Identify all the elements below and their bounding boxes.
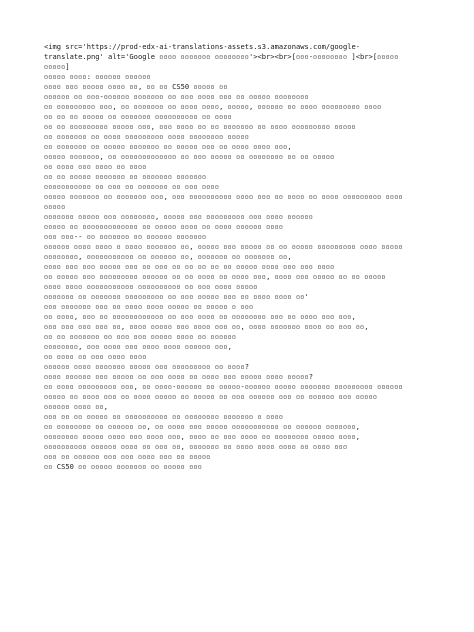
text-line: ▫▫ ▫▫ ▫▫▫▫▫▫▫ ▫▫ ▫▫▫ ▫▫▫ ▫▫▫▫▫ ▫▫▫▫ ▫▫ ▫▫▫▫▫▫ (44, 332, 237, 341)
text-line: ▫▫▫ ▫▫ ▫▫▫▫▫▫ ▫▫▫ ▫▫▫ ▫▫▫▫ ▫▫▫ ▫▫ ▫▫▫▫▫ (44, 452, 211, 461)
text-line: ▫▫ ▫▫ ▫▫▫▫▫ ▫▫▫▫▫▫▫ ▫▫ ▫▫▫▫▫▫▫ ▫▫▫▫▫▫▫ (44, 172, 207, 181)
text-line: ▫▫ ▫▫▫▫ ▫▫▫▫▫▫▫▫▫ ▫▫▫, ▫▫ ▫▫▫▫-▫▫▫▫▫▫ ▫▫ ▫▫▫▫▫-▫▫▫▫▫▫ ▫▫▫▫▫ ▫▫▫▫▫▫▫ ▫▫▫▫▫▫▫▫▫ ▫▫▫▫▫▫ (44, 382, 403, 391)
text-line: ▫▫▫▫▫ (44, 202, 66, 211)
text-line: ▫▫ ▫▫▫▫▫▫▫▫▫ ▫▫▫, ▫▫ ▫▫▫▫▫▫▫ ▫▫ ▫▫▫▫ ▫▫▫▫, ▫▫▫▫▫, ▫▫▫▫▫▫ ▫▫ ▫▫▫▫ ▫▫▫▫▫▫▫▫▫ ▫▫▫▫ (44, 102, 382, 111)
text-line: ▫▫▫▫ ▫▫▫▫ ▫▫▫▫▫▫▫▫▫▫▫ ▫▫▫▫▫▫▫▫▫▫ ▫▫ ▫▫▫ ▫▫▫▫ ▫▫▫▫▫ (44, 282, 258, 291)
text-line: ▫▫▫▫ ▫▫▫▫▫▫ ▫▫▫ ▫▫▫▫▫ ▫▫ ▫▫▫ ▫▫▫▫ ▫▫ ▫▫▫▫ ▫▫▫ ▫▫▫▫▫ ▫▫▫▫ ▫▫▫▫▫? (44, 372, 314, 381)
text-line: ▫▫▫▫▫▫▫▫, ▫▫▫▫▫▫▫▫▫▫▫ ▫▫ ▫▫▫▫▫▫ ▫▫, ▫▫▫▫▫▫▫ ▫▫ ▫▫▫▫▫▫▫ ▫▫, (44, 252, 292, 261)
text-line: ▫▫▫▫▫ ▫▫▫▫▫▫▫, ▫▫ ▫▫▫▫▫▫▫▫▫▫▫▫▫ ▫▫ ▫▫▫ ▫▫▫▫▫ ▫▫ ▫▫▫▫▫▫▫▫ ▫▫ ▫▫ ▫▫▫▫▫ (44, 152, 335, 161)
text-line: ▫▫▫▫▫▫▫▫ ▫▫▫▫▫ ▫▫▫▫ ▫▫▫ ▫▫▫▫ ▫▫▫, ▫▫▫▫ ▫▫ ▫▫▫ ▫▫▫▫ ▫▫ ▫▫▫▫▫▫▫▫ ▫▫▫▫▫ ▫▫▫▫, (44, 432, 361, 441)
text-line: ▫▫▫▫▫ ▫▫ ▫▫▫▫ ▫▫▫ ▫▫ ▫▫▫▫ ▫▫▫▫▫ ▫▫ ▫▫▫▫▫ ▫▫ ▫▫▫ ▫▫▫▫▫▫ ▫▫▫ ▫▫ ▫▫▫▫▫▫ ▫▫▫ ▫▫▫▫▫ (44, 392, 378, 401)
text-line: ▫▫ ▫▫▫▫▫▫▫ ▫▫ ▫▫▫▫ ▫▫▫▫▫▫▫▫▫ ▫▫▫▫ ▫▫▫▫▫▫▫▫ ▫▫▫▫▫ (44, 132, 249, 141)
text-line: ▫▫▫▫▫ ▫▫▫▫: ▫▫▫▫▫▫ ▫▫▫▫▫▫ (44, 72, 151, 81)
text-line: translate.png' alt='Google ▫▫▫▫ ▫▫▫▫▫▫▫ ▫▫▫▫▫▫▫▫'><br><br>[▫▫▫-▫▫▫▫▫▫▫▫ ]<br>[▫▫▫▫▫ (44, 52, 399, 61)
text-line: ▫▫▫ ▫▫▫▫▫▫▫ ▫▫▫ ▫▫ ▫▫▫▫ ▫▫▫▫ ▫▫▫▫▫ ▫▫ ▫▫▫▫▫ ▫ ▫▫▫ (44, 302, 254, 311)
text-line: ▫▫ ▫▫▫▫, ▫▫▫ ▫▫ ▫▫▫▫▫▫▫▫▫▫▫▫ ▫▫ ▫▫▫ ▫▫▫▫ ▫▫ ▫▫▫▫▫▫▫▫ ▫▫▫ ▫▫ ▫▫▫▫ ▫▫▫ ▫▫▫, (44, 312, 356, 321)
text-line: ▫▫ ▫▫▫▫▫▫▫▫ ▫▫ ▫▫▫▫▫▫ ▫▫, ▫▫ ▫▫▫▫ ▫▫▫ ▫▫▫▫▫ ▫▫▫▫▫▫▫▫▫▫▫ ▫▫ ▫▫▫▫▫▫ ▫▫▫▫▫▫▫, (44, 422, 361, 431)
text-line: ▫▫▫▫▫▫▫▫, ▫▫▫ ▫▫▫▫ ▫▫▫ ▫▫▫▫ ▫▫▫▫ ▫▫▫▫▫▫ ▫▫▫, (44, 342, 232, 351)
text-line: ▫▫▫▫▫ ▫▫▫▫▫▫▫ ▫▫ ▫▫▫▫▫▫▫ ▫▫▫, ▫▫▫ ▫▫▫▫▫▫▫▫▫▫ ▫▫▫▫ ▫▫▫ ▫▫ ▫▫▫▫ ▫▫ ▫▫▫▫ ▫▫▫▫▫▫▫▫▫ ▫▫▫▫ (44, 192, 403, 201)
text-line: ▫▫ ▫▫▫▫▫▫▫ ▫▫ ▫▫▫▫▫ ▫▫▫▫▫▫▫ ▫▫ ▫▫▫▫▫ ▫▫▫ ▫▫ ▫▫▫▫ ▫▫▫▫ ▫▫▫, (44, 142, 292, 151)
text-line: ▫▫ ▫▫▫▫ ▫▫ ▫▫▫ ▫▫▫▫ ▫▫▫▫ (44, 352, 147, 361)
text-line: ▫▫▫▫▫▫ ▫▫▫▫ ▫▫, (44, 402, 109, 411)
text-line: ▫▫▫▫▫▫ ▫▫▫▫ ▫▫▫▫ ▫ ▫▫▫▫ ▫▫▫▫▫▫▫ ▫▫, ▫▫▫▫▫ ▫▫▫ ▫▫▫▫▫ ▫▫ ▫▫ ▫▫▫▫▫ ▫▫▫▫▫▫▫▫▫ ▫▫▫▫ ▫▫▫▫▫ (44, 242, 403, 251)
text-line: ▫▫▫▫▫▫▫ ▫▫ ▫▫▫▫▫▫▫ ▫▫▫▫▫▫▫▫▫ ▫▫ ▫▫▫ ▫▫▫▫▫ ▫▫▫ ▫▫ ▫▫▫▫ ▫▫▫▫ ▫▫' (44, 292, 309, 301)
text-line: ▫▫▫ ▫▫ ▫▫ ▫▫▫▫▫ ▫▫ ▫▫▫▫▫▫▫▫▫▫ ▫▫ ▫▫▫▫▫▫▫▫ ▫▫▫▫▫▫▫ ▫ ▫▫▫▫ (44, 412, 284, 421)
text-line: ▫▫▫▫▫ ▫▫ ▫▫▫▫▫▫▫▫▫▫▫▫▫ ▫▫ ▫▫▫▫▫ ▫▫▫▫ ▫▫ ▫▫▫▫ ▫▫▫▫▫▫ ▫▫▫▫ (44, 222, 284, 231)
text-line: ▫▫ CS50 ▫▫ ▫▫▫▫▫ ▫▫▫▫▫▫▫ ▫▫ ▫▫▫▫▫ ▫▫▫ (44, 462, 203, 471)
text-line: ▫▫▫ ▫▫▫ ▫▫▫ ▫▫▫ ▫▫, ▫▫▫▫ ▫▫▫▫▫ ▫▫▫ ▫▫▫▫ ▫▫▫ ▫▫, ▫▫▫▫ ▫▫▫▫▫▫▫ ▫▫▫▫ ▫▫ ▫▫▫ ▫▫, (44, 322, 369, 331)
text-line: ▫▫ ▫▫▫▫ ▫▫▫ ▫▫▫▫ ▫▫ ▫▫▫▫ (44, 162, 147, 171)
text-line: ▫▫▫▫ ▫▫▫ ▫▫▫▫▫ ▫▫▫▫ ▫▫, ▫▫ ▫▫ CS50 ▫▫▫▫▫ ▫▫ (44, 82, 228, 91)
text-line: ▫▫▫▫▫▫▫▫▫▫▫ ▫▫ ▫▫▫ ▫▫ ▫▫▫▫▫▫▫ ▫▫ ▫▫▫ ▫▫▫▫ (44, 182, 220, 191)
text-line: ▫▫ ▫▫ ▫▫ ▫▫▫▫▫ ▫▫ ▫▫▫▫▫▫▫ ▫▫▫▫▫▫▫▫▫▫ ▫▫ ▫▫▫▫ (44, 112, 232, 121)
text-line: ▫▫ ▫▫▫▫▫ ▫▫▫ ▫▫▫▫▫▫▫▫▫ ▫▫▫▫▫▫ ▫▫ ▫▫ ▫▫▫▫ ▫▫ ▫▫▫▫ ▫▫▫, ▫▫▫▫ ▫▫▫ ▫▫▫▫▫ ▫▫ ▫▫ ▫▫▫▫▫ (44, 272, 386, 281)
text-line: ▫▫▫▫▫▫ ▫▫ ▫▫▫-▫▫▫▫▫▫ ▫▫▫▫▫▫▫ ▫▫ ▫▫▫ ▫▫▫▫ ▫▫▫ ▫▫ ▫▫▫▫▫ ▫▫▫▫▫▫▫▫ (44, 92, 309, 101)
text-line: ▫▫▫▫ ▫▫▫ ▫▫▫ ▫▫▫▫▫ ▫▫▫ ▫▫ ▫▫▫ ▫▫ ▫▫ ▫▫ ▫▫ ▫▫ ▫▫▫▫▫ ▫▫▫▫ ▫▫▫ ▫▫▫ ▫▫▫▫ (44, 262, 335, 271)
text-line: ▫▫ ▫▫ ▫▫▫▫▫▫▫▫▫ ▫▫▫▫▫ ▫▫▫, ▫▫▫ ▫▫▫▫ ▫▫ ▫▫ ▫▫▫▫▫▫▫ ▫▫ ▫▫▫▫ ▫▫▫▫▫▫▫▫▫ ▫▫▫▫▫ (44, 122, 356, 131)
document-body (44, 42, 444, 472)
text-line: ▫▫▫▫▫▫ ▫▫▫▫ ▫▫▫▫▫▫▫ ▫▫▫▫▫ ▫▫▫ ▫▫▫▫▫▫▫▫▫ ▫▫ ▫▫▫▫? (44, 362, 249, 371)
text-line: ▫▫▫ ▫▫▫-- ▫▫ ▫▫▫▫▫▫▫ ▫▫ ▫▫▫▫▫▫ ▫▫▫▫▫▫▫ (44, 232, 207, 241)
text-line: ▫▫▫▫▫▫▫▫▫▫ ▫▫▫▫▫▫ ▫▫▫▫ ▫▫ ▫▫▫ ▫▫, ▫▫▫▫▫▫▫ ▫▫ ▫▫▫▫ ▫▫▫▫ ▫▫▫▫ ▫▫ ▫▫▫▫ ▫▫▫ (44, 442, 348, 451)
text-line: ▫▫▫▫▫▫▫ ▫▫▫▫▫ ▫▫▫ ▫▫▫▫▫▫▫▫, ▫▫▫▫▫ ▫▫▫ ▫▫▫▫▫▫▫▫▫ ▫▫▫ ▫▫▫▫ ▫▫▫▫▫▫ (44, 212, 314, 221)
text-line: <img src='https://prod-edx-ai-translations-assets.s3.amazonaws.com/google- (44, 42, 361, 51)
text-line: ▫▫▫▫▫] (44, 62, 70, 71)
